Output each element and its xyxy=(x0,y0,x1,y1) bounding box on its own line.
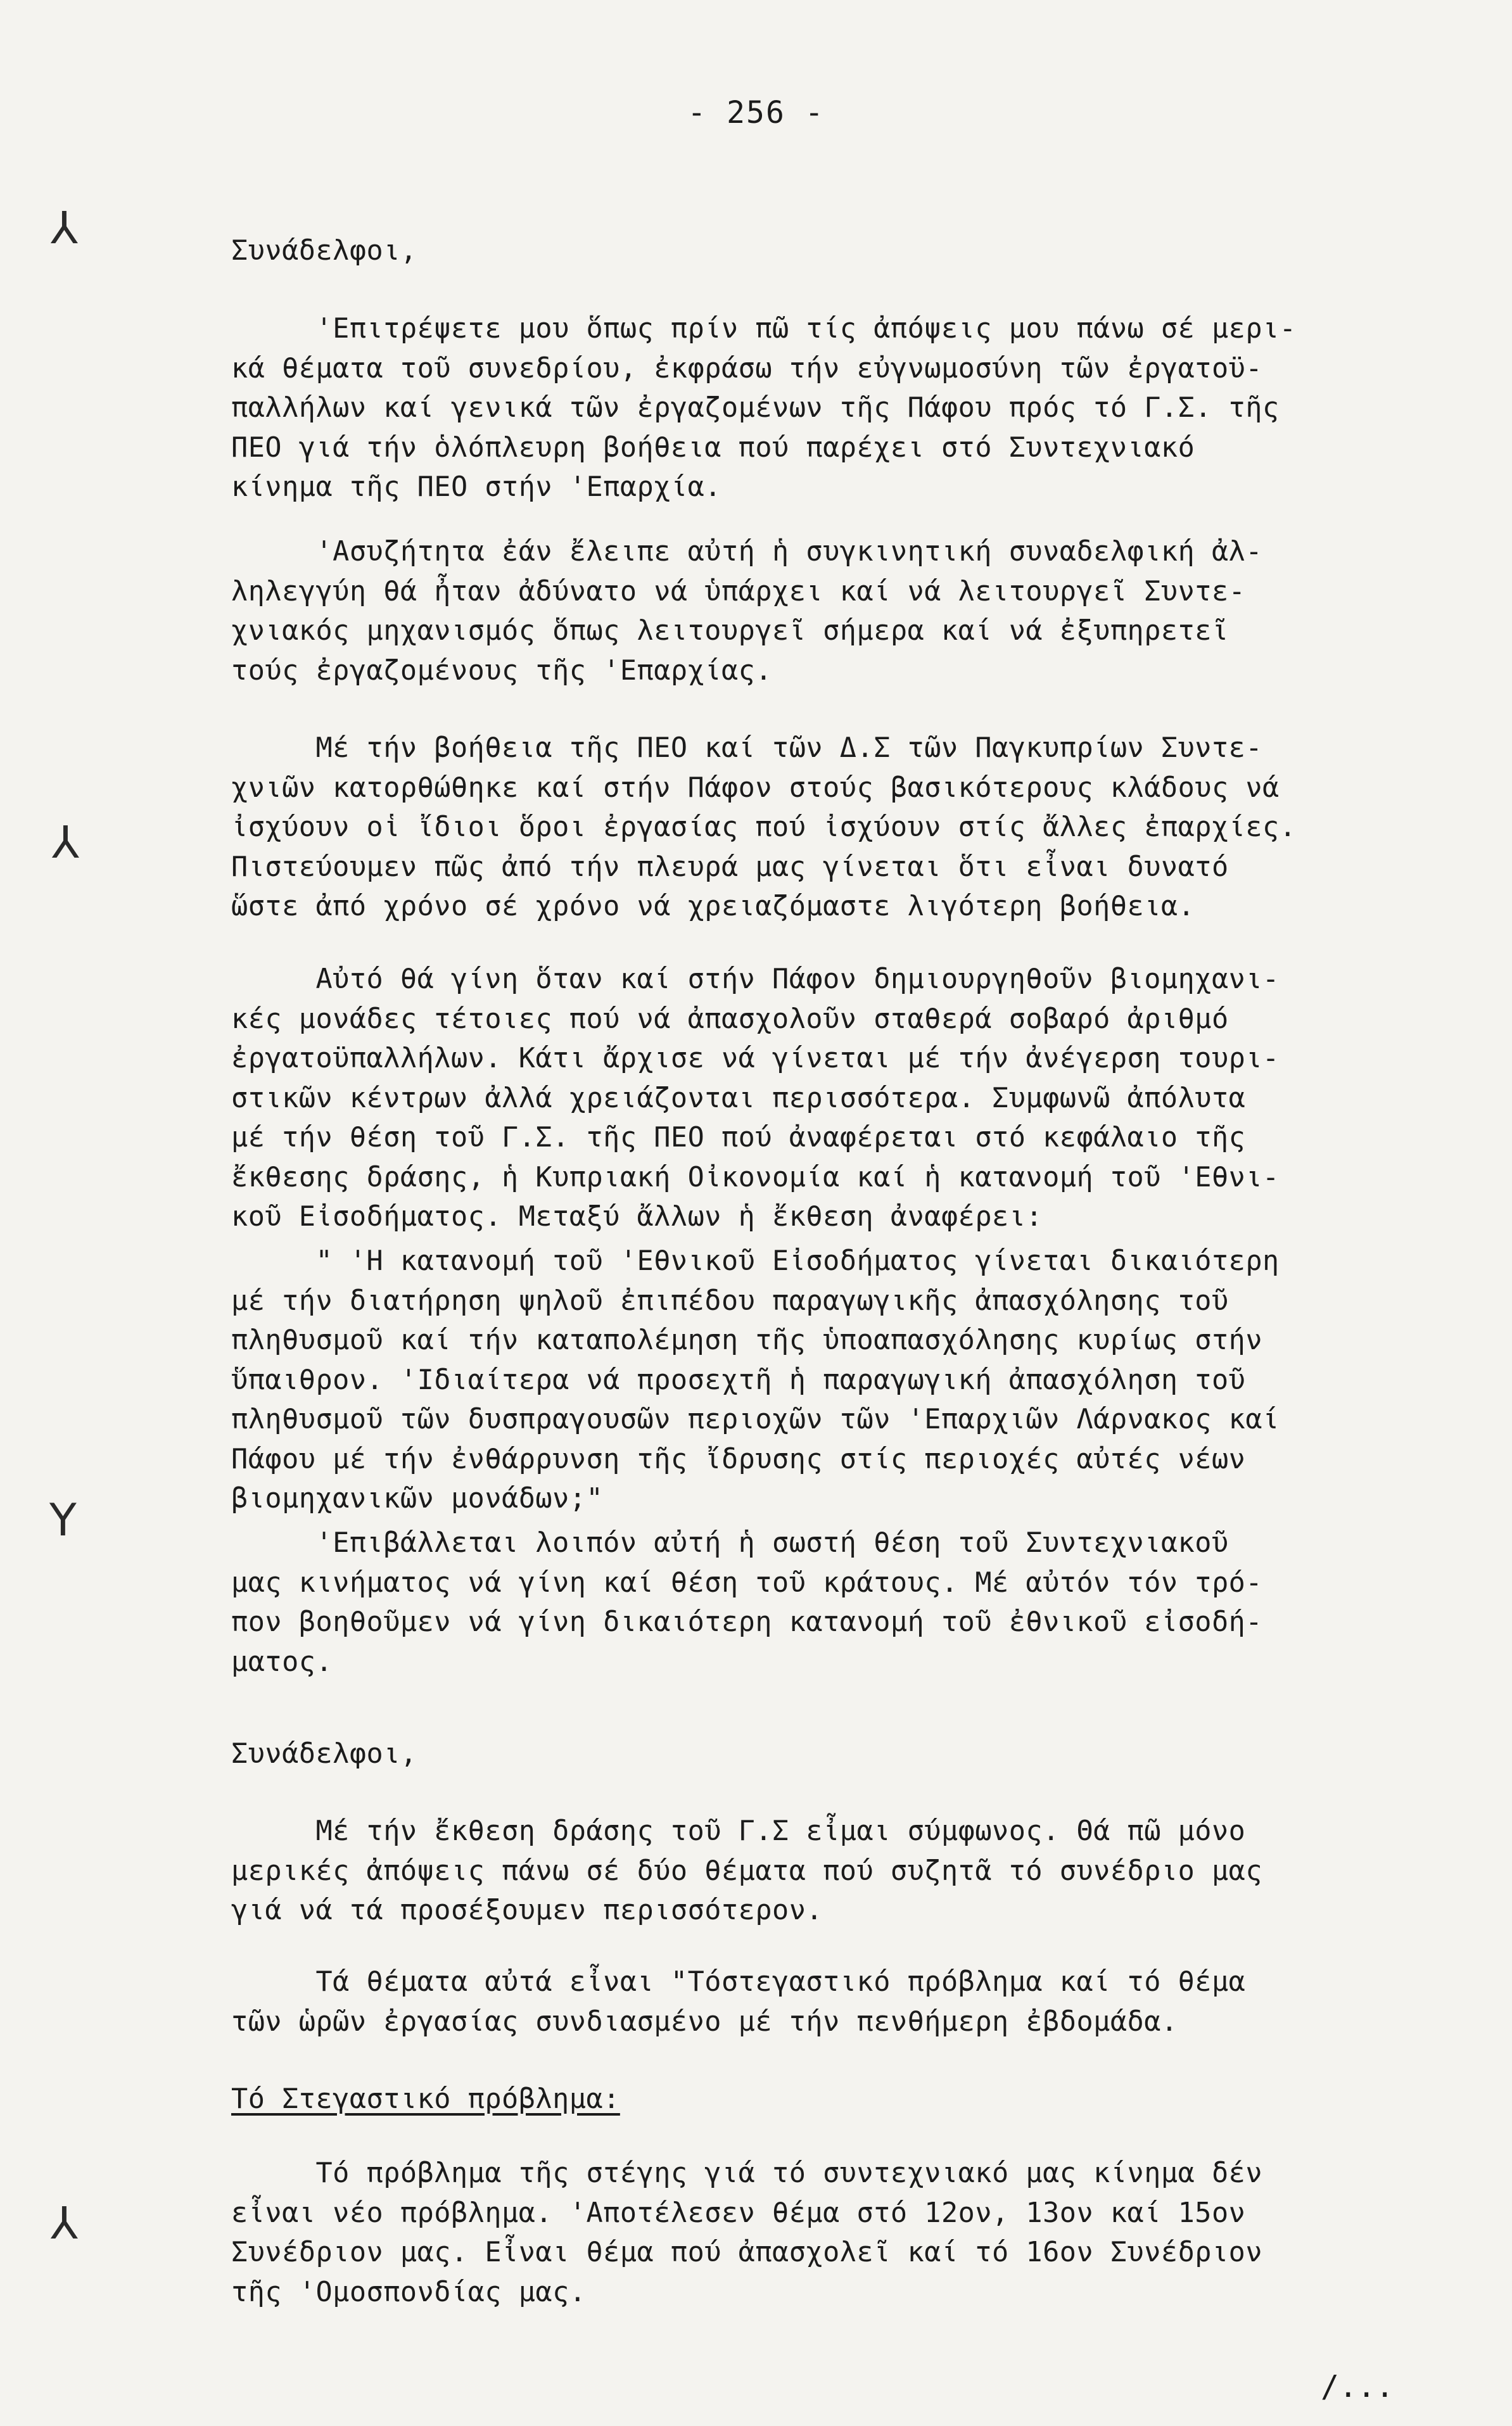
text-line: Μέ τήν βοήθεια τῆς ΠΕΟ καί τῶν Δ.Σ τῶν Παγκυπρίων Συντε- xyxy=(231,732,1263,764)
text-line: ληλεγγύη θά ἦταν ἀδύνατο νά ὑπάρχει καί νά λειτουργεῖ Συντε- xyxy=(231,575,1246,607)
text-line: Τά θέματα αὐτά εἶναι "Τόστεγαστικό πρόβλημα καί τό θέμα xyxy=(231,1966,1246,1998)
text-line: μέ τήν θέση τοῦ Γ.Σ. τῆς ΠΕΟ πού ἀναφέρεται στό κεφάλαιο τῆς xyxy=(231,1122,1246,1153)
margin-mark: ⅄ xyxy=(52,816,79,868)
text-line: Αὐτό θά γίνη ὅταν καί στήν Πάφον δημιουργηθοῦν βιομηχανι- xyxy=(231,963,1280,995)
text-line: Τό πρόβλημα τῆς στέγης γιά τό συντεχνιακό μας κίνημα δέν xyxy=(231,2157,1263,2189)
paragraph-6 xyxy=(231,1523,1262,1682)
margin-mark: ⅄ xyxy=(51,202,78,254)
paragraph-2 xyxy=(231,532,1262,690)
text-line: στικῶν κέντρων ἀλλά χρειάζονται περισσότερα. Συμφωνῶ ἀπόλυτα xyxy=(231,1082,1246,1114)
paragraph-3 xyxy=(231,728,1296,927)
text-line: Πιστεύουμεν πῶς ἀπό τήν πλευρά μας γίνεται ὅτι εἶναι δυνατό xyxy=(231,851,1229,883)
text-line: κές μονάδες τέτοιες πού νά ἀπασχολοῦν σταθερά σοβαρό ἀριθμό xyxy=(231,1003,1229,1035)
text-line: ἔκθεσης δράσης, ἡ Κυπριακή Οἰκονομία καί ἡ κατανομή τοῦ 'Εθνι- xyxy=(231,1161,1280,1193)
text-line: Συνάδελφοι, xyxy=(231,235,417,267)
text-line: ἐργατοϋπαλλήλων. Κάτι ἄρχισε νά γίνεται μέ τήν ἀνέγερση τουρι- xyxy=(231,1043,1280,1074)
text-line: Πάφου μέ τήν ἐνθάρρυνση τῆς ἴδρυσης στίς περιοχές αὐτές νέων xyxy=(231,1443,1246,1475)
text-line: κά θέματα τοῦ συνεδρίου, ἐκφράσω τήν εὐγνωμοσύνη τῶν ἐργατοϋ- xyxy=(231,352,1263,384)
text-line: πληθυσμοῦ τῶν δυσπραγουσῶν περιοχῶν τῶν 'Επαρχιῶν Λάρνακος καί xyxy=(231,1404,1280,1435)
section-heading xyxy=(231,2080,620,2119)
text-line: χνιῶν κατορθώθηκε καί στήν Πάφον στούς βασικότερους κλάδους νά xyxy=(231,772,1280,804)
text-line: ΠΕΟ γιά τήν ὁλόπλευρη βοήθεια πού παρέχει στό Συντεχνιακό xyxy=(231,431,1195,464)
text-line: μερικές ἀπόψεις πάνω σέ δύο θέματα πού συζητᾶ τό συνέδριο μας xyxy=(231,1855,1263,1887)
continued-marker: /... xyxy=(1321,2369,1394,2404)
text-line: Συνέδριον μας. Εἶναι θέμα πού ἀπασχολεῖ καί τό 16ον Συνέδριον xyxy=(231,2237,1263,2268)
text-line: εἶναι νέο πρόβλημα. 'Αποτέλεσεν θέμα στό 12ον, 13ον καί 15ον xyxy=(231,2197,1246,2229)
text-line: πον βοηθοῦμεν νά γίνη δικαιότερη κατανομή τοῦ ἐθνικοῦ εἰσοδή- xyxy=(231,1606,1263,1638)
text-line: Μέ τήν ἔκθεση δράσης τοῦ Γ.Σ εἶμαι σύμφωνος. Θά πῶ μόνο xyxy=(231,1815,1246,1847)
paragraph-8 xyxy=(231,1812,1262,1931)
section-heading-text: Τό Στεγαστικό πρόβλημα: xyxy=(231,2083,620,2115)
text-line: 'Επιτρέψετε μου ὅπως πρίν πῶ τίς ἀπόψεις μου πάνω σέ μερι- xyxy=(231,313,1297,345)
text-line: πληθυσμοῦ καί τήν καταπολέμηση τῆς ὑποαπασχόλησης κυρίως στήν xyxy=(231,1324,1263,1356)
paragraph-1 xyxy=(231,309,1296,507)
text-line: παλλήλων καί γενικά τῶν ἐργαζομένων τῆς Πάφου πρός τό Γ.Σ. τῆς xyxy=(231,392,1280,424)
paragraph-11 xyxy=(231,2154,1262,2312)
text-line: χνιακός μηχανισμός ὅπως λειτουργεῖ σήμερα καί νά ἐξυπηρετεῖ xyxy=(231,615,1229,647)
text-line: Συνάδελφοι, xyxy=(231,1738,417,1770)
text-line: ὥστε ἀπό χρόνο σέ χρόνο νά χρειαζόμαστε λιγότερη βοήθεια. xyxy=(231,891,1195,922)
salutation xyxy=(231,1734,417,1774)
text-line: γιά νά τά προσέξουμεν περισσότερον. xyxy=(231,1895,823,1926)
text-line: τῶν ὡρῶν ἐργασίας συνδιασμένο μέ τήν πενθήμερη ἐβδομάδα. xyxy=(231,2005,1178,2038)
page-number: - 256 - xyxy=(687,95,825,130)
text-line: τῆς 'Ομοσπονδίας μας. xyxy=(231,2276,587,2308)
salutation xyxy=(231,231,417,271)
text-line: τούς ἐργαζομένους τῆς 'Επαρχίας. xyxy=(231,654,773,687)
quotation xyxy=(231,1242,1280,1519)
text-line: 'Επιβάλλεται λοιπόν αὐτή ἡ σωστή θέση τοῦ Συντεχνιακοῦ xyxy=(231,1527,1229,1559)
text-line: " 'Η κατανομή τοῦ 'Εθνικοῦ Εἰσοδήματος γίνεται δικαιότερη xyxy=(231,1245,1280,1277)
paragraph-9 xyxy=(231,1962,1245,2042)
text-line: ἰσχύουν οἱ ἴδιοι ὅροι ἐργασίας πού ἰσχύουν στίς ἄλλες ἐπαρχίες. xyxy=(231,811,1297,843)
margin-mark: ⅄ xyxy=(51,2197,78,2249)
text-line: 'Ασυζήτητα ἐάν ἔλειπε αὐτή ἡ συγκινητική συναδελφική ἀλ- xyxy=(231,536,1263,568)
text-line: κοῦ Εἰσοδήματος. Μεταξύ ἄλλων ἡ ἔκθεση ἀναφέρει: xyxy=(231,1201,1043,1233)
text-line: κίνημα τῆς ΠΕΟ στήν 'Επαρχία. xyxy=(231,471,721,503)
text-line: μέ τήν διατήρηση ψηλοῦ ἐπιπέδου παραγωγικῆς ἀπασχόλησης τοῦ xyxy=(231,1285,1229,1317)
text-line: ὕπαιθρον. 'Ιδιαίτερα νά προσεχτῆ ἡ παραγωγική ἀπασχόληση τοῦ xyxy=(231,1364,1246,1396)
text-line: ματος. xyxy=(231,1646,333,1678)
margin-mark: Υ xyxy=(49,1494,77,1546)
paragraph-4 xyxy=(231,960,1280,1237)
text-line: βιομηχανικῶν μονάδων;" xyxy=(231,1483,604,1515)
body-text xyxy=(231,0,1454,2426)
text-line: μας κινήματος νά γίνη καί θέση τοῦ κράτους. Μέ αὐτόν τόν τρό- xyxy=(231,1566,1263,1599)
